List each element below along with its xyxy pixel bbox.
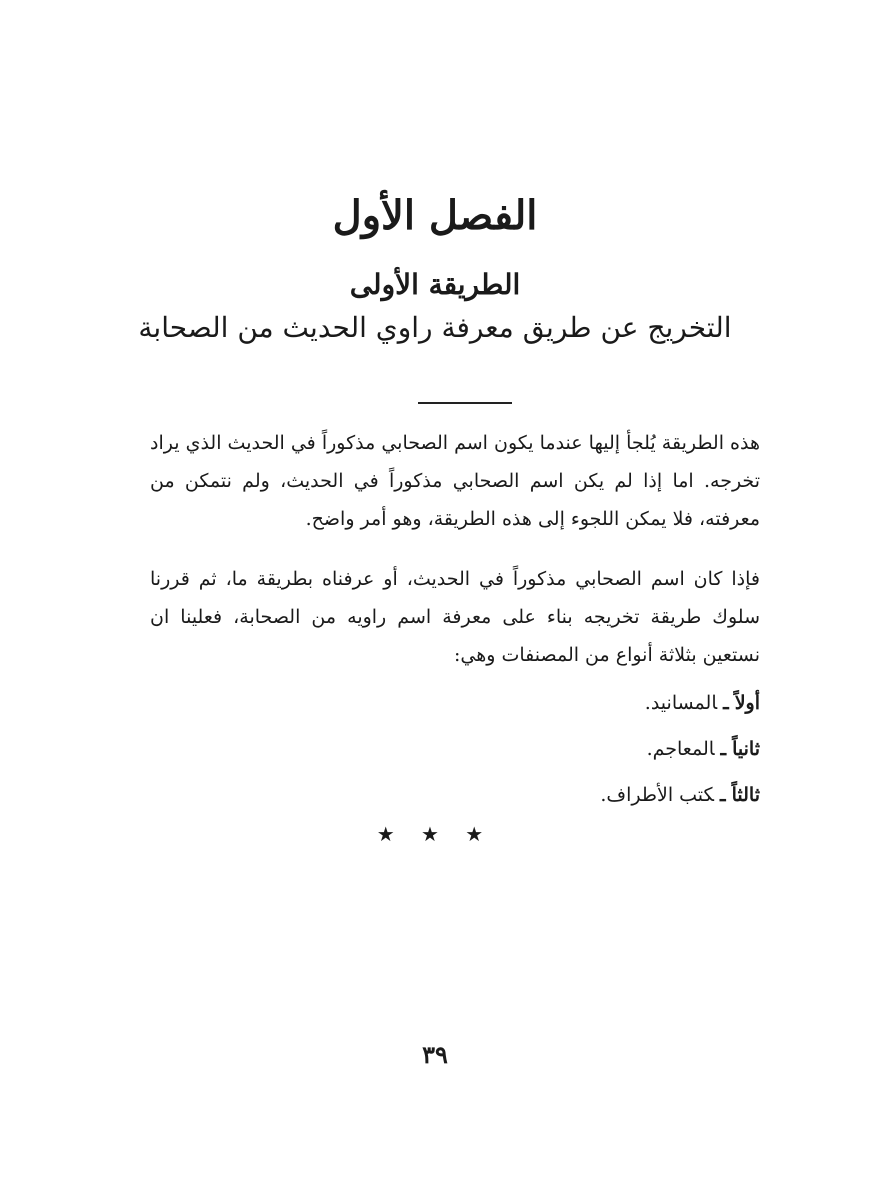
method-title: الطريقة الأولى bbox=[349, 268, 521, 301]
section-separator-stars: ★ ★ ★ bbox=[376, 822, 494, 846]
paragraph-intro: هذه الطريقة يُلجأ إليها عندما يكون اسم الصحابي مذكوراً في الحديث الذي يراد تخرجه. اما إذا لم يكن اسم الصحابي مذكوراً في الحديث، ولم نتمكن من معرفته، فلا يمكن اللجوء إلى هذه الطريقة، وهو أمر واضح. bbox=[150, 432, 760, 530]
list-text: كتب الأطراف. bbox=[600, 784, 715, 806]
list-item-atraf bbox=[150, 772, 760, 818]
list-ordinal: ثانياً bbox=[732, 738, 760, 760]
paragraph-sources: فإذا كان اسم الصحابي مذكوراً في الحديث، أو عرفناه بطريقة ما، ثم قررنا سلوك طريقة تخريجه بناء على معرفة اسم راويه من الصحابة، فعلينا ان نستعين بثلاثة أنواع من المصنفات وهي: bbox=[150, 568, 760, 666]
list-ordinal: أولاً bbox=[734, 692, 760, 714]
list-text: المسانيد. bbox=[644, 692, 718, 714]
title-divider bbox=[418, 402, 512, 404]
chapter-title: الفصل الأول bbox=[332, 192, 538, 239]
method-subtitle: التخريج عن طريق معرفة راوي الحديث من الصحابة bbox=[138, 311, 732, 344]
list-dash: ـ bbox=[720, 738, 727, 760]
list-item-musnads bbox=[150, 680, 760, 726]
page-number: ٣٩ bbox=[422, 1040, 448, 1069]
list-dash: ـ bbox=[720, 784, 726, 806]
list-text: المعاجم. bbox=[646, 738, 715, 760]
list-item-dictionaries bbox=[150, 726, 760, 772]
list-dash: ـ bbox=[723, 692, 729, 714]
sources-list bbox=[150, 680, 760, 818]
list-ordinal: ثالثاً bbox=[731, 784, 760, 806]
